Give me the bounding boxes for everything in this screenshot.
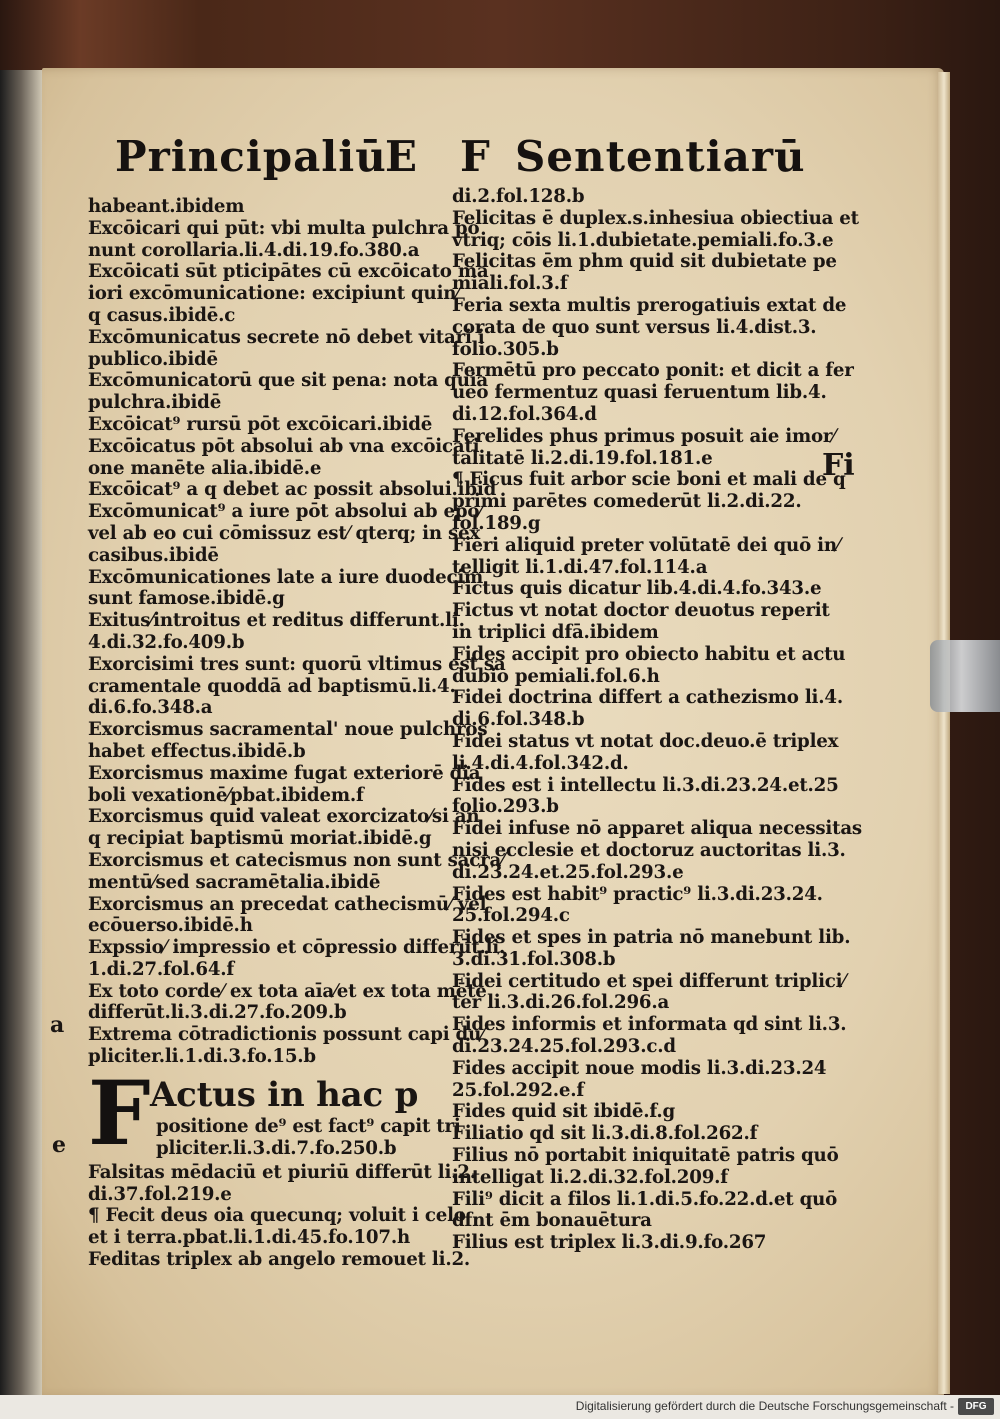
index-entry-line: vel ab eo cui cōmissuz est⁄ qterq; in sex — [88, 522, 481, 544]
index-entry-line: Exorcismus et catecismus non sunt sacra⁄ — [88, 849, 504, 871]
index-entry-line: Fides est i intellectu li.3.di.23.24.et.25 — [452, 774, 839, 796]
index-entry-line: publico.ibidē — [88, 348, 218, 370]
index-entry-line: Excōmunicatus secrete nō debet vitari i — [88, 326, 485, 348]
index-entry-line: Feditas triplex ab angelo remouet li.2. — [88, 1249, 471, 1271]
index-entry-line: Ex toto corde⁄ ex tota aīa⁄et ex tota mēte — [88, 980, 487, 1002]
left-column-entries-after — [88, 1161, 476, 1271]
index-entry-line: Excōicatus pōt absolui ab vna excōicati — [88, 435, 480, 457]
index-entry-line: Fides informis et informata qd sint li.3. — [452, 1014, 847, 1036]
index-entry-line: Excōmunicationes late a iure duodecim — [88, 566, 484, 588]
index-entry-line: Exorcismus sacramental' noue pulchros — [88, 719, 488, 741]
index-entry-line: nisi ecclesie et doctoruz auctoritas li.3. — [452, 839, 846, 861]
index-entry-line: Excōicati sūt pticipātes cū excōicato ma — [88, 261, 489, 283]
index-entry-line: Fictus vt notat doctor deuotus reperit — [452, 600, 830, 622]
index-entry-line: di.6.fol.348.b — [452, 709, 585, 731]
index-entry-line: fol.189.g — [452, 512, 541, 534]
index-entry-line: casibus.ibidē — [88, 544, 219, 566]
index-entry-line: 25.fol.292.e.f — [452, 1079, 585, 1101]
index-entry-line: Exitus⁄introitus et reditus differunt.li. — [88, 610, 465, 632]
index-entry-line: Fidei infuse nō apparet aliqua necessitas — [452, 818, 862, 840]
index-entry-line: Fidei status vt notat doc.deuo.ē triplex — [452, 730, 839, 752]
index-entry-line: Fictus quis dicatur lib.4.di.4.fo.343.e — [452, 578, 822, 600]
index-entry-line: Fili⁹ dicit a filos li.1.di.5.fo.22.d.et quō — [452, 1188, 838, 1210]
index-entry-line: miali.fol.3.f — [452, 273, 568, 295]
index-entry-line: one manēte alia.ibidē.e — [88, 457, 322, 479]
index-entry-line: folio.305.b — [452, 338, 559, 360]
index-entry-line: Fides quid sit ibidē.f.g — [452, 1101, 676, 1123]
footer-credit: Digitalisierung gefördert durch die Deutsche Forschungsgemeinschaft - — [575, 1399, 954, 1413]
index-entry-line: cramentale quoddā ad baptismū.li.4. — [88, 675, 456, 697]
index-entry-line: Fieri aliquid preter volūtatē dei quō in⁄ — [452, 534, 840, 556]
index-entry-line: 1.di.27.fol.64.f — [88, 958, 235, 980]
right-column-entries — [452, 186, 862, 1254]
index-entry-line: di.12.fol.364.d — [452, 403, 597, 425]
index-entry-line: q casus.ibidē.c — [88, 304, 236, 326]
index-entry-line: habet effectus.ibidē.b — [88, 740, 306, 762]
index-entry-line: vtriq; cōis li.1.dubietate.pemiali.fo.3.e — [452, 229, 834, 251]
dfg-logo: DFG — [958, 1398, 994, 1415]
page-fore-edge — [938, 72, 950, 1394]
index-entry-line: Fides accipit noue modis li.3.di.23.24 — [452, 1057, 827, 1079]
header-letter-e: E — [385, 132, 419, 181]
header-left-word: Principaliū — [115, 132, 387, 181]
index-entry-line: et i terra.pbat.li.1.di.45.fo.107.h — [88, 1227, 410, 1249]
margin-note-left-e: e — [52, 1132, 66, 1158]
index-entry-line: Exorcismus quid valeat exorcizato⁄si an — [88, 806, 480, 828]
page-header — [115, 132, 806, 192]
index-entry-line: Fides est habit⁹ practic⁹ li.3.di.23.24. — [452, 883, 823, 905]
index-entry-line: 3.di.31.fol.308.b — [452, 948, 616, 970]
index-entry-line: Expssio⁄ impressio et cōpressio differūt.li. — [88, 937, 506, 959]
index-entry-line: di.23.24.25.fol.293.c.d — [452, 1036, 676, 1058]
index-entry-line: Excōmunicatorū que sit pena: nota quia — [88, 370, 489, 392]
index-entry-line: ¶ Ficus fuit arbor scie boni et mali de q — [452, 469, 846, 491]
index-entry-line: di.23.24.et.25.fol.293.e — [452, 861, 684, 883]
header-right-word: Sententiarū — [515, 132, 806, 181]
drop-cap-letter: F — [88, 1060, 151, 1165]
index-entry-line: pulchra.ibidē — [88, 392, 222, 414]
index-entry-line: di.2.fol.128.b — [452, 186, 585, 207]
index-entry-line: Falsitas mēdaciū et piuriū differūt li.2. — [88, 1161, 476, 1183]
index-entry-line: Fidei doctrina differt a cathezismo li.4. — [452, 687, 843, 709]
index-entry-line: pliciter.li.1.di.3.fo.15.b — [88, 1046, 316, 1068]
index-entry-line: boli vexationē⁄pbat.ibidem.f — [88, 784, 364, 806]
index-entry-line: Extrema cōtradictionis possunt capi du⁄ — [88, 1024, 484, 1046]
index-entry-line: Filius nō portabit iniquitatē patris quō — [452, 1145, 839, 1167]
index-entry-line: li.4.di.4.fol.342.d. — [452, 752, 629, 774]
drop-cap-first-line: Actus in hac p — [150, 1074, 419, 1115]
index-entry-line: intelligat li.2.di.32.fol.209.f — [452, 1166, 728, 1188]
drop-cap-line: pliciter.li.3.di.7.fo.250.b — [156, 1137, 397, 1159]
index-entry-line: 4.di.32.fo.409.b — [88, 631, 245, 653]
index-entry-line: ter li.3.di.26.fol.296.a — [452, 992, 670, 1014]
index-entry-line: iori excōmunicatione: excipiunt quin⁄ — [88, 283, 460, 305]
drop-cap-line: positione de⁹ est fact⁹ capit tri — [156, 1115, 461, 1137]
page-clip-tab — [930, 640, 1000, 712]
right-column — [452, 186, 862, 1254]
index-entry-line: Fidei certitudo et spei differunt triplici⁄ — [452, 970, 846, 992]
drop-cap-block — [88, 1060, 461, 1165]
index-entry-line: Filius est triplex li.3.di.9.fo.267 — [452, 1232, 767, 1254]
index-entry-line: telligit li.1.di.47.fol.114.a — [452, 556, 708, 578]
index-entry-line: q recipiat baptismū moriat.ibidē.g — [88, 828, 432, 850]
index-entry-line: ueo fermentuz quasi feruentum lib.4. — [452, 382, 827, 404]
header-letter-f: F — [460, 132, 491, 181]
index-entry-line: Exorcismus an precedat cathecismū⁄ vel — [88, 893, 487, 915]
footer-bar — [0, 1395, 1000, 1419]
index-entry-line: differūt.li.3.di.27.fo.209.b — [88, 1002, 347, 1024]
index-entry-line: talitatē li.2.di.19.fol.181.e — [452, 447, 713, 469]
index-entry-line: Felicitas ēm phm quid sit dubietate pe — [452, 251, 837, 273]
index-entry-line: mentū⁄sed sacramētalia.ibidē — [88, 871, 381, 893]
index-entry-line: Exorcisimi tres sunt: quorū vltimus est sa — [88, 653, 506, 675]
index-entry-line: Excōicari qui pūt: vbi multa pulchra po — [88, 217, 480, 239]
index-entry-line: dubio pemiali.fol.6.h — [452, 665, 660, 687]
margin-note-right: Fi — [822, 448, 855, 483]
index-entry-line: primi parētes comederūt li.2.di.22. — [452, 491, 802, 513]
index-entry-line: 25.fol.294.c — [452, 905, 570, 927]
index-entry-line: dfnt ēm bonauētura — [452, 1210, 652, 1232]
index-entry-line: Ferelides phus primus posuit aie imor⁄ — [452, 425, 836, 447]
index-entry-line: Fides accipit pro obiecto habitu et actu — [452, 643, 846, 665]
margin-note-left-a: a — [50, 1012, 65, 1038]
index-entry-line: Fides et spes in patria nō manebunt lib. — [452, 927, 851, 949]
index-entry-line: Exorcismus maxime fugat exteriorē dia — [88, 762, 481, 784]
index-entry-line: in triplici dfā.ibidem — [452, 621, 659, 643]
index-entry-line: ecōuerso.ibidē.h — [88, 915, 253, 937]
index-entry-line: habeant.ibidem — [88, 196, 245, 217]
index-entry-line: ¶ Fecit deus oia quecunq; voluit i celo — [88, 1205, 466, 1227]
index-entry-line: Excōicat⁹ a q debet ac possit absolui.ibid — [88, 479, 497, 501]
index-entry-line: nunt corollaria.li.4.di.19.fo.380.a — [88, 239, 420, 261]
index-entry-line: Excōicat⁹ rursū pōt excōicari.ibidē — [88, 413, 433, 435]
index-entry-line: Felicitas ē duplex.s.inhesiua obiectiua et — [452, 207, 859, 229]
index-entry-line: corata de quo sunt versus li.4.dist.3. — [452, 316, 817, 338]
index-entry-line: folio.293.b — [452, 796, 559, 818]
index-entry-line: Fermētū pro peccato ponit: et dicit a fer — [452, 360, 854, 382]
index-entry-line: di.6.fo.348.a — [88, 697, 213, 719]
index-entry-line: Feria sexta multis prerogatiuis extat de — [452, 294, 847, 316]
index-entry-line: Filiatio qd sit li.3.di.8.fol.262.f — [452, 1123, 758, 1145]
index-entry-line: di.37.fol.219.e — [88, 1183, 232, 1205]
index-entry-line: sunt famose.ibidē.g — [88, 588, 285, 610]
index-entry-line: Excōmunicat⁹ a iure pōt absolui ab epo⁄ — [88, 501, 483, 523]
